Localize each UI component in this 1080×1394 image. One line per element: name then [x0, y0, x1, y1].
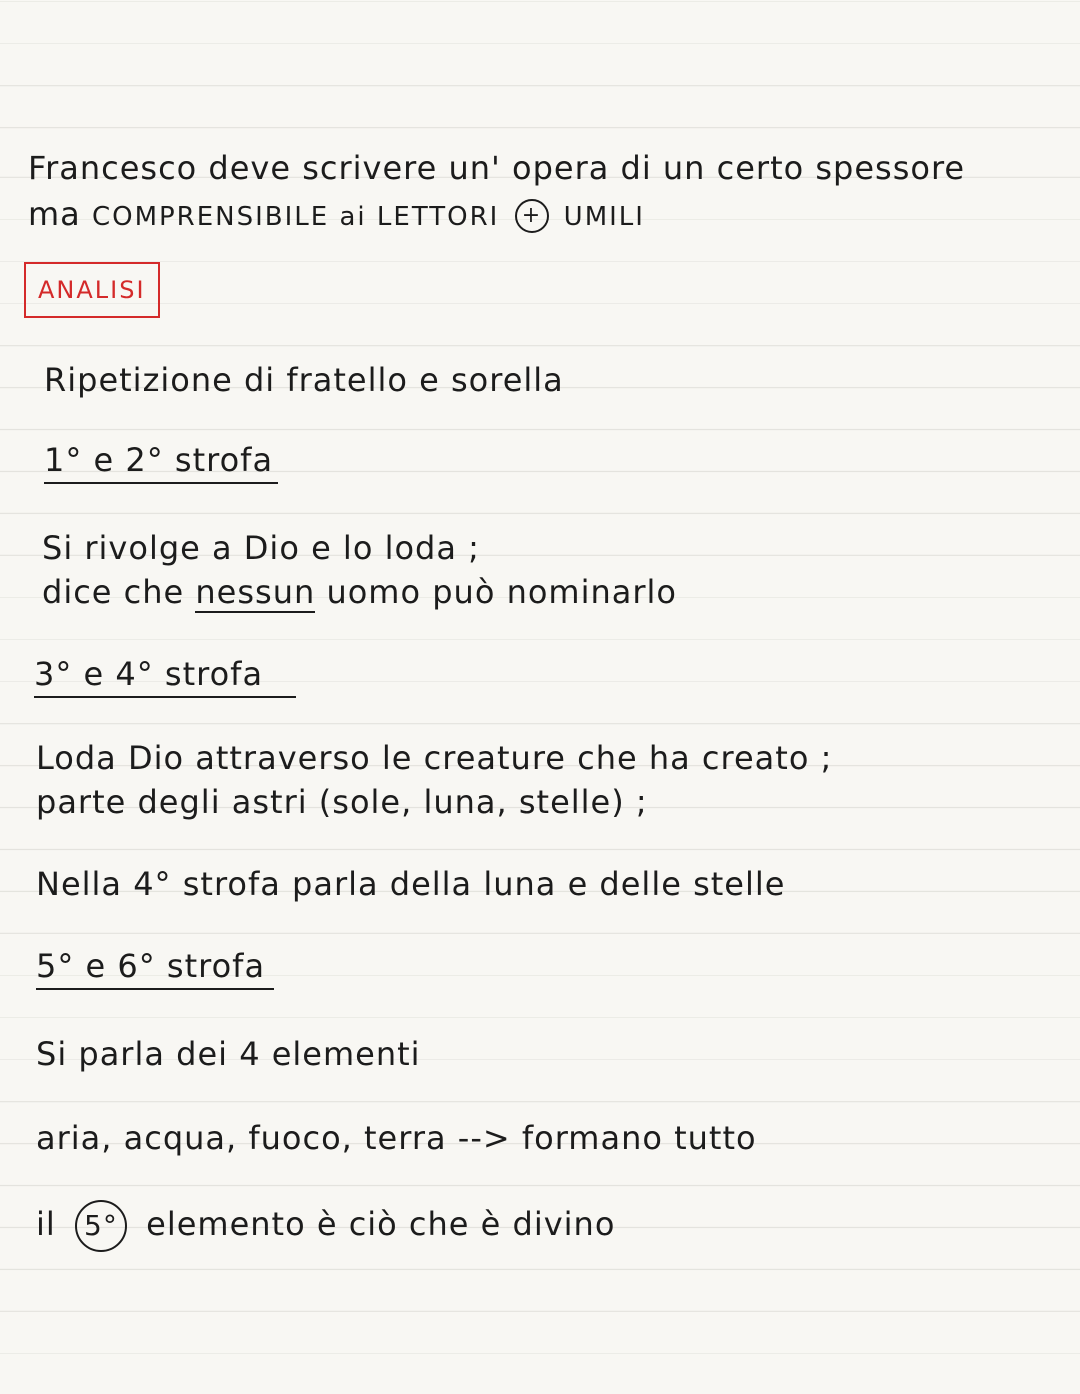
section1-line-2 — [42, 574, 677, 610]
section1-line-2-post: uomo può nominarlo — [326, 573, 677, 611]
section3-line-3-post: elemento è ciò che è divino — [146, 1205, 616, 1243]
intro-line-2-start: ma — [28, 195, 81, 233]
intro-line-2-caps: COMPRENSIBILE ai LETTORI — [91, 202, 500, 232]
circled-five: 5° — [75, 1200, 127, 1252]
section1-line-1: Si rivolge a Dio e lo loda ; — [42, 529, 480, 567]
ripetizione-line: Ripetizione di fratello e sorella — [44, 361, 564, 399]
intro-line-1: Francesco deve scrivere un' opera di un certo spessore — [28, 149, 966, 187]
section3-line-3 — [36, 1200, 615, 1252]
section2-line-3: Nella 4° strofa parla della luna e delle stelle — [36, 865, 786, 903]
section-heading-2: 3° e 4° strofa — [34, 656, 296, 698]
intro-line-2-end: UMILI — [563, 202, 645, 232]
plus-circle-icon: + — [515, 199, 549, 233]
section1-line-2-pre: dice che — [42, 573, 185, 611]
section3-line-1: Si parla dei 4 elementi — [36, 1035, 421, 1073]
section-heading-1: 1° e 2° strofa — [44, 442, 278, 484]
section3-line-3-pre: il — [36, 1205, 56, 1243]
section3-line-2: aria, acqua, fuoco, terra --> formano tutto — [36, 1119, 757, 1157]
intro-line-2 — [28, 196, 645, 235]
section2-line-2: parte degli astri (sole, luna, stelle) ; — [36, 783, 648, 821]
analisi-label: ANALISI — [38, 276, 146, 304]
section2-line-1: Loda Dio attraverso le creature che ha creato ; — [36, 739, 833, 777]
nessun-underlined: nessun — [195, 573, 316, 611]
section-heading-3: 5° e 6° strofa — [36, 948, 274, 990]
